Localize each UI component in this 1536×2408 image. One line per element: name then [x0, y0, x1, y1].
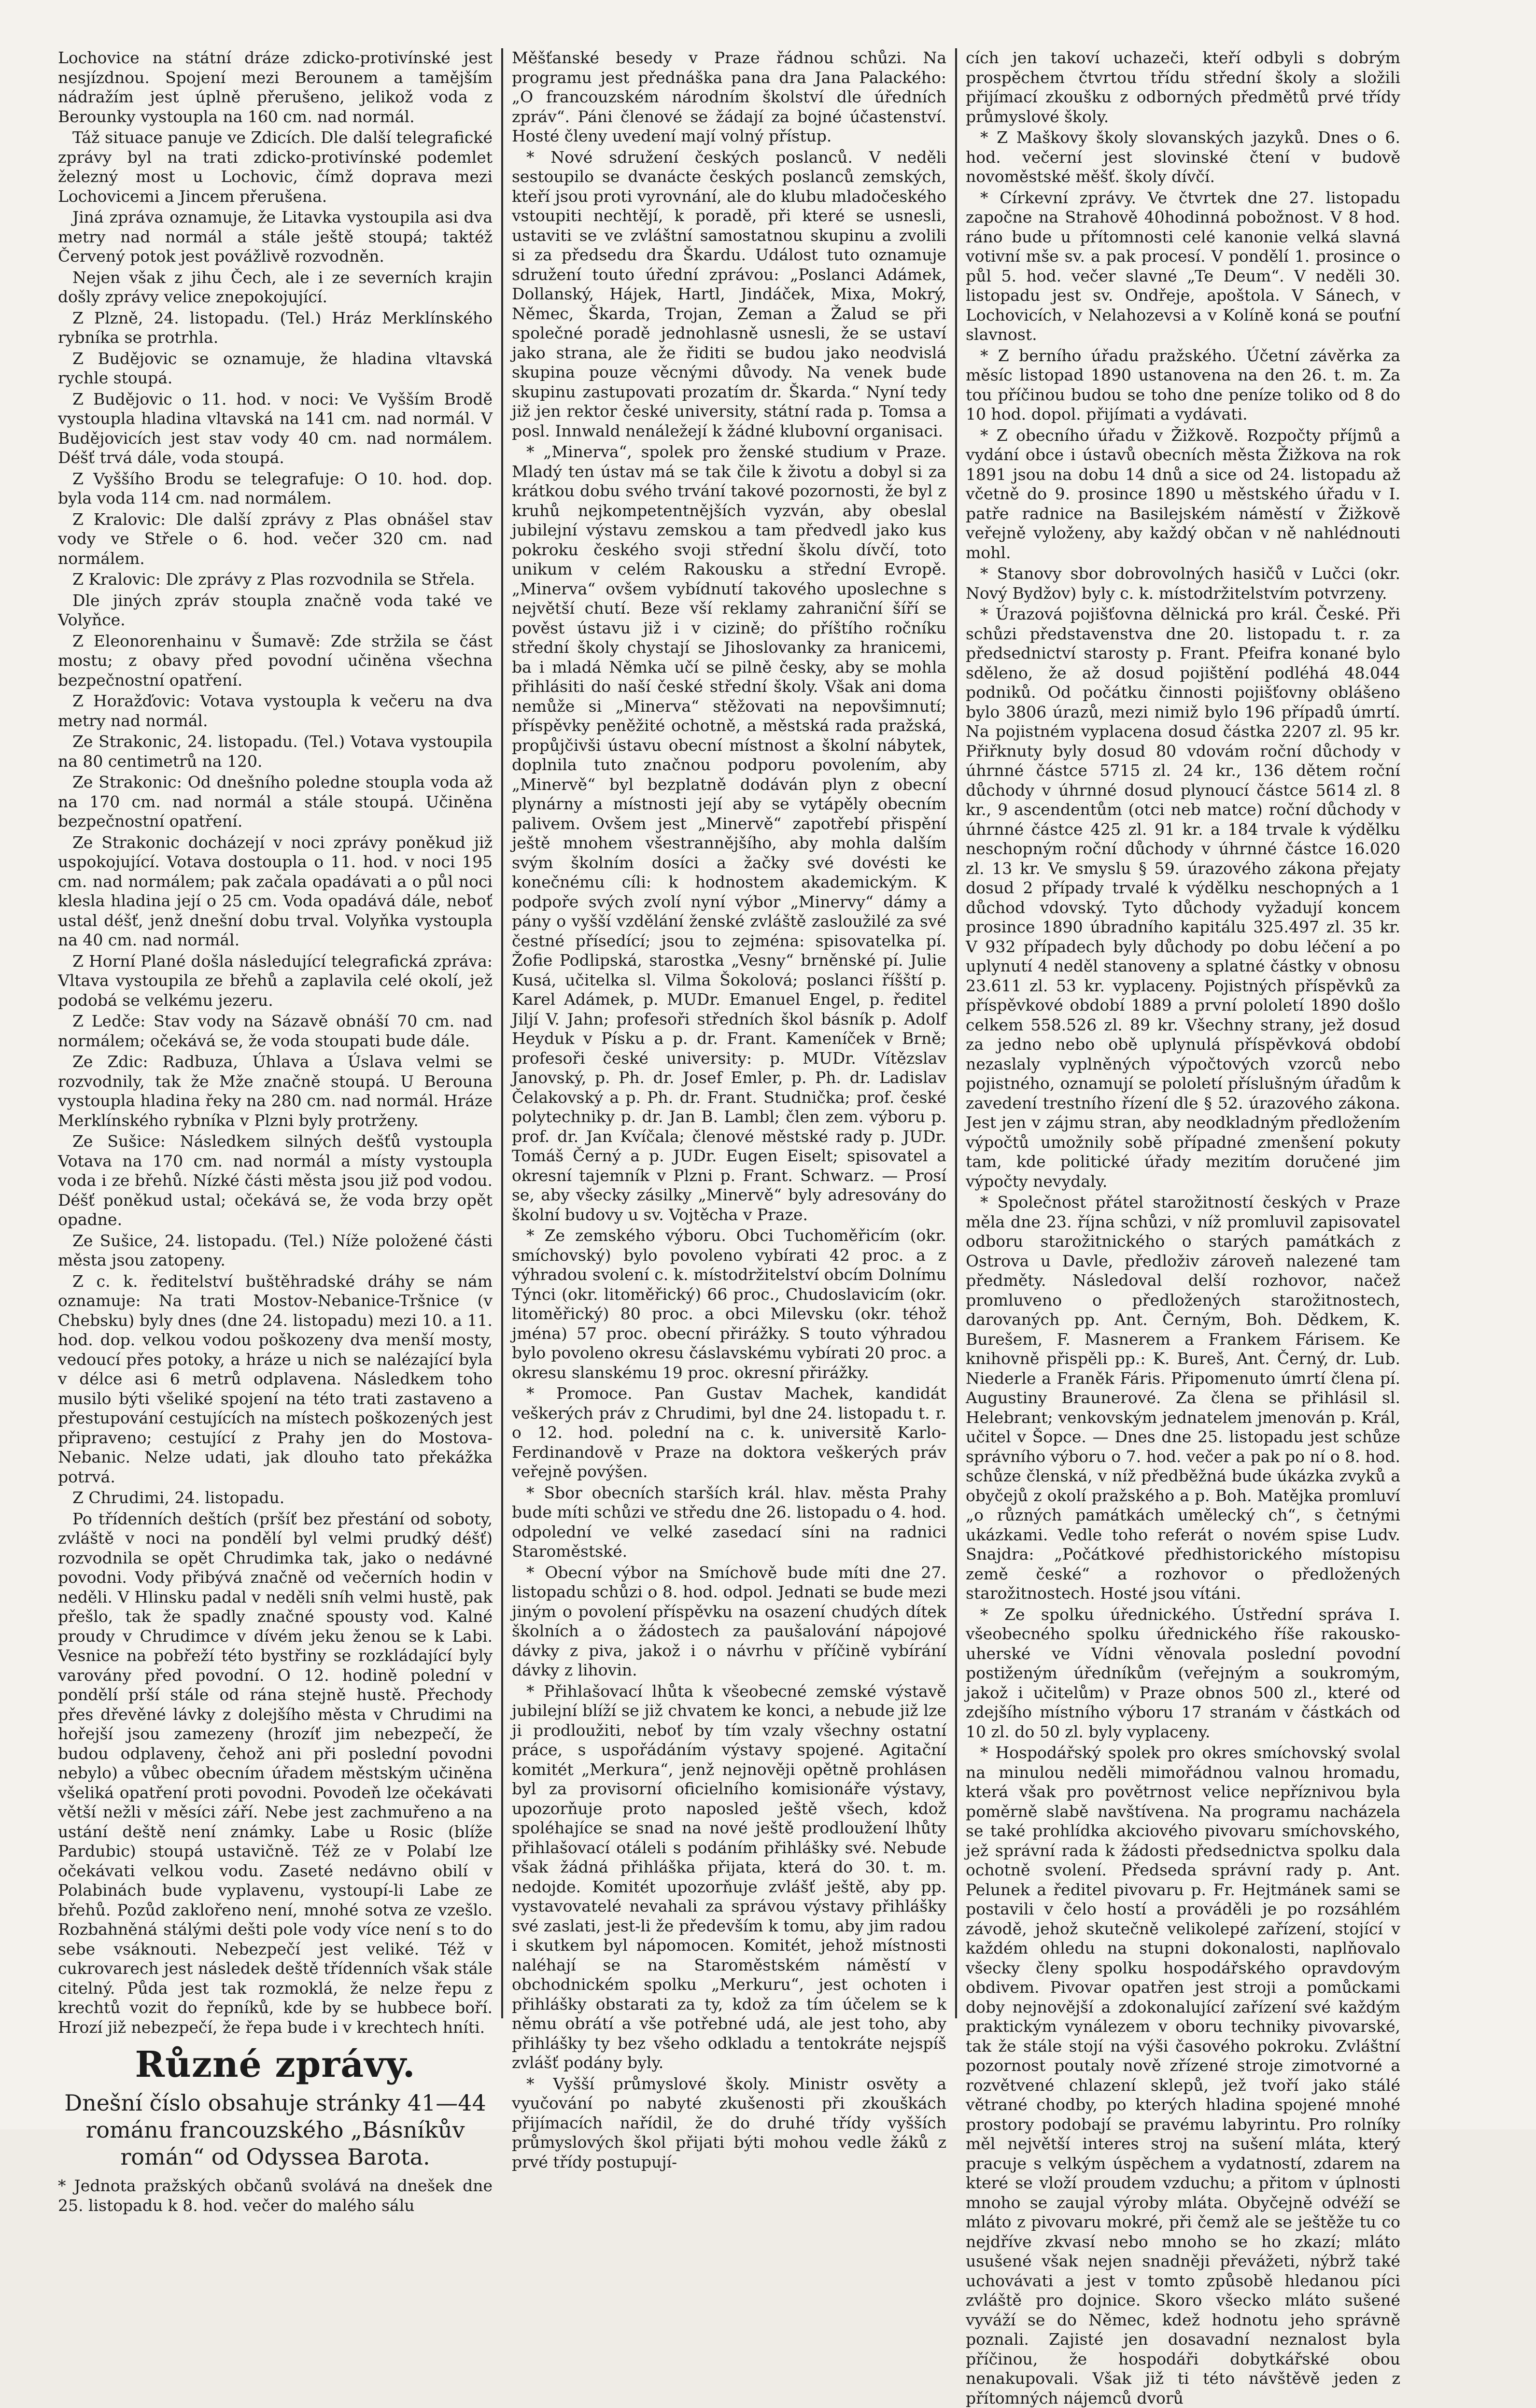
article-paragraph: * Nové sdružení českých poslanců. V neděli sestoupilo se dvanácte českých poslanců zemských, kteří jsou proti vyrovnání, ale do klubu mladočeského vstoupiti nechtějí, k poradě, při které se usnesli, ustaviti se ve zvláštní samostatnou skupinu a zvolili si za předsedu dra Škardu. Událost tuto oznamuje sdružení touto úřední zprávou: „Poslanci Adámek, Dollanský, Hájek, Hartl, Jindáček, Mixa, Mokrý, Němec, Škarda, Trojan, Zeman a Žalud se při společné poradě jednohlasně usnesli, že se ustaví jako strana, ale že řiditi se budou jako neodvislá skupina pouze věcnými důvody. Na venek bude skupinu zastupovati prozatím dr. Škarda.“ Nyní tedy již jen rektor české university, státní rada p. Tomsa a posl. Innwald nenáležejí k žádné klubovní organisaci. — [512, 147, 946, 440]
article-paragraph: Měšťanské besedy v Praze řádnou schůzi. Na programu jest přednáška pana dra Jana Palackého: „O francouzském národním školství dle úředních zpráv“. Páni členové se žádají za bojné účastenství. Hosté členy uvedení mají volný přístup. — [512, 48, 946, 145]
column-middle-body — [512, 48, 946, 2172]
article-paragraph: Po třídenních deštích (pršíť bez přestání od soboty, zvláště v noci na pondělí byl velmi prudký déšť) rozvodnila se opět Chrudimka tak, jako o nedávné povodni. Vody přibývá značně od večerních hodin v neděli. V Hlinsku padal v neděli sníh velmi hustě, pak přešlo, tak že spadly značné spousty vod. Kalné proudy v Chrudimce v dívém jeku ženou se k Labi. Vesnice na pobřeží této bystřiny se rozkládající byly varovány před povodní. O 12. hodině polední v pondělí prší stále od rána stejně hustě. Přechody přes dřevěné lávky z dolejšího města v Chrudimi na hořejší jsou zamezeny (hrozíť jim nebezpečí, že budou odplaveny, čehož ani při poslední povodni nebylo) a vůbec obecním úřadem městským učiněna všeliká opatření proti povodni. Povodeň lze očekávati větší nežli v měsíci září. Nebe jest zachmuřeno a na ustání deště není známky. Labe u Rosic (blíže Pardubic) stoupá ustavičně. Též ze v Polabí lze očekávati velkou vodu. Zaseté nedávno obilí v Polabinách bude vyplavenu, vystoupí-li Labe ze břehů. Pozůd zaklořeno není, mnohé sotva ze vzešlo. Rozbahněná stálými dešti pole vody více není s to do sebe vsáknouti. Nebezpečí jest veliké. Též v cukrovarech jest následek deště třídenních však stále citelný. Půda jest tak rozmoklá, že nelze řepu z krechtů vozit do řepníků, kde by se hubbece boří. Hrozí již nebezpečí, že řepa bude i v krechtech hníti. — [58, 1509, 493, 2037]
article-paragraph: Ze Sušice, 24. listopadu. (Tel.) Níže položené části města jsou zatopeny. — [58, 1231, 493, 1269]
article-paragraph: * Obecní výbor na Smíchově bude míti dne 27. listopadu schůzi o 8. hod. odpol. Jednati se bude mezi jiným o povolení příspěvku na osazení chudých dítek školních a o žádostech za paušalování nápojové dávky z piva, jakož i o návrhu v příčině vybírání dávky z lihovin. — [512, 1563, 946, 1679]
article-paragraph: Ze Sušice: Následkem silných dešťů vystoupla Votava na 170 cm. nad normál a místy vystoupla voda i ze břehů. Nízké části města jsou již pod vodou. Déšť poněkud ustal; očekává se, že voda brzy opět opadne. — [58, 1132, 493, 1229]
article-paragraph: * Úrazová pojišťovna dělnická pro král. České. Při schůzi představenstva dne 20. listopadu t. r. za předsednictví starosty p. Frant. Pfeifra konané bylo sděleno, že až dosud pojištění podléhá 48.044 podniků. Od počátku činnosti pojišťovny oblášeno bylo 3806 úrazů, mezi nimiž bylo 196 případů úmrtí. Na pojistném vyplacena dosud částka 2207 zl. 95 kr. Přiřknuty byly dosud 80 vdovám roční důchody v úhrnné částce 5715 zl. 24 kr., 136 dětem roční důchody v úhrnné dosud plynoucí částce 5614 zl. 8 kr., 9 ascendentům (otci neb matce) roční důchody v úhrnné částce 425 zl. 91 kr. a 184 trvale k výdělku neschopným roční důchody v úhrnné částce 16.020 zl. 13 kr. Ve smyslu § 59. úrazového zákona přejaty dosud 2 případy trvalé k výdělku neschopných a 1 důchod vdovský. Tyto důchody vyžadují koncem prosince 1890 úbradního kapitálu 325.497 zl. 35 kr. V 932 případech byly důchody po dobu léčení a po uplynutí 4 neděl stanoveny a splatné částky v obnosu 23.611 zl. 53 kr. vyplaceny. Pojistných příspěvků za příspěvkové období 1889 a první pololetí 1890 došlo celkem 558.526 zl. 89 kr. Všechny strany, jež dosud za jedno nebo obě uplynulá příspěvková období nezaslaly vyplněných výpočtových vzorců nebo pojistného, oznamují se pololetí příslušným úřadům k zavedení trestního řízení dle § 52. úrazového zákona. Jest jen v zájmu stran, aby neodkladným předložením výpočtů umožnily sobě případné zmenšení pokuty tam, kde politické úřady mezitím doručené jim výpočty nevydaly. — [966, 605, 1400, 1191]
column-divider — [501, 48, 503, 2018]
column-right — [966, 48, 1400, 2408]
article-paragraph: * „Minerva“, spolek pro ženské studium v Praze. Mladý ten ústav má se tak čile k životu a dobyl si za krátkou dobu svého trvání takové pozornosti, že byl z kruhů nejkompetentnějších vyzván, aby obeslal jubilejní výstavu zemskou a tam předvedl jako kus pokroku českého svoji střední školu dívčí, toto unikum v celém Rakousku a střední Evropě. „Minerva“ ovšem vybídnutí takového uposlechne s největší chutí. Beze vší reklamy zahraniční šíří se pověst ústavu již i v cizině; do příštího ročníku střední školy chystají se Jihoslovanky za hranicemi, ba i mladá Němka učí se pilně česky, aby se mohla přihlásiti do naší české střední školy. Však ani doma nemůže si „Minerva“ stěžovati na nepovšimnutí; příspěvky peněžité ochotně, a městská rada pražská, propůjčivši ústavu obecní místnost a školní nábytek, doplnila tuto značnou podporu povolením, aby „Minervě“ byl bezplatně dodáván plyn z obecní plynárny a místnosti její aby se vytápěly obecním palivem. Ovšem jest „Minervě“ zapotřebí přispění ještě mnohem všestrannějšího, aby mohla dalším svým školním dosíci a žačky své dovésti ke konečnému cíli: k hodnostem akademickým. K podpoře svých zvolí nyní výbor „Minervy“ dámy a pány o vyšší vzdělání ženské zvláště zasloužilé za své čestné přísedící; jsou to zejména: spisovatelka pí. Žofie Podlipská, starostka „Vesny“ brněnské pí. Julie Kusá, učitelka sl. Vilma Šokolová; poslanci říšští p. Karel Adámek, p. MUDr. Emanuel Engel, p. ředitel Jiljí V. Jahn; profesoři středních škol básník p. Adolf Heyduk v Písku a p. dr. Frant. Kameníček v Brně; profesoři české university: p. MUDr. Vítězslav Janovský, p. Ph. dr. Josef Emler, p. Ph. dr. Ladislav Čelakovský a p. Ph. dr. Frant. Studnička; prof. české polytechniky p. dr. Jan B. Lambl; člen zem. výboru p. prof. dr. Jan Kvíčala; členové městské rady p. JUDr. Tomáš Černý a p. JUDr. Eugen Eiselt; spisovatel a okresní tajemník v Plzni p. Frant. Schwarz. — Prosí se, aby všecky zásilky „Minervě“ byly adresovány do školní budovy u sv. Vojtěcha v Praze. — [512, 442, 946, 1224]
article-paragraph: Ze Strakonic: Od dnešního poledne stoupla voda až na 170 cm. nad normál a stále stoupá. Učiněna bezpečnostní opatření. — [58, 773, 493, 831]
article-paragraph: * Stanovy sbor dobrovolných hasičů v Lučci (okr. Nový Bydžov) byly c. k. místodržitelstvím potvrzeny. — [966, 564, 1400, 603]
article-paragraph: * Společnost přátel starožitností českých v Praze měla dne 23. října schůzi, v níž promluvil zapisovatel odboru starožitnického o starých památkách z Ostrova u Davle, předloživ zároveň nalezené tam předměty. Následoval delší rozhovor, načež promluveno o předložených starožitnostech, darovaných pp. Ant. Černým, Boh. Dědkem, K. Burešem, F. Masnerem a Frankem Fárisem. Ke knihovně přispěli pp.: K. Bureš, Ant. Černý, dr. Lub. Niederle a Franěk Fáris. Připomenuto úmrtí člena pí. Augustiny Braunerové. Za člena se přihlásil sl. Helebrant; venkovským jednatelem jmenován p. Král, učitel v Šopce. — Dnes dne 25. listopadu jest schůze správního výboru o 7. hod. večer a pak po ní o 8. hod. schůze členská, v níž předběžná bude úkázka zvyků a obyčejů z okolí pražského a p. Boh. Matějka promluví „o různých památkách umělecký ch“, s četnými ukázkami. Vedle toho referát o novém spise Ludv. Snajdra: „Počátkové předhistorického místopisu země české“ a rozhovor o předložených starožitnostech. Hosté jsou vítáni. — [966, 1193, 1400, 1603]
article-paragraph: Z Horní Plané došla následující telegrafická zpráva: Vltava vystoupila ze břehů a zaplavila celé okolí, jež podobá se velkému jezeru. — [58, 951, 493, 1010]
article-paragraph: Z Budějovic o 11. hod. v noci: Ve Vyšším Brodě vystoupla hladina vltavská na 141 cm. nad normál. V Budějovicích jest stav vody 40 cm. nad normálem. Déšť trvá dále, voda stoupá. — [58, 389, 493, 467]
column-left-after — [58, 2176, 493, 2215]
article-paragraph: * Ze zemského výboru. Obci Tuchoměřicím (okr. smíchovský) bylo povoleno vybírati 42 proc. a z výhradou svolení c. k. místodržitelství obcím Dolnímu Týnci (okr. litoměřický) 66 proc., Chudoslavicím (okr. litoměřický) 80 proc. a obci Milevsku (okr. téhož jména) 57 proc. obecní přirážky. S touto výhradou bylo povoleno okresu čáslavskému vybírati 20 proc. a okresu slanskému 19 proc. okresní přirážky. — [512, 1226, 946, 1382]
column-divider — [955, 48, 957, 2018]
column-left — [58, 48, 493, 2215]
article-paragraph: * Jednota pražských občanů svolává na dnešek dne 25. listopadu k 8. hod. večer do malého sálu — [58, 2176, 493, 2215]
article-paragraph: * Přihlašovací lhůta k všeobecné zemské výstavě jubilejní blíží se již chvatem ke konci, a nebude již lze ji prodloužiti, neboť by tím vzaly všechny ostatní práce, s uspořádáním výstavy spojené. Agitační komitét „Merkura“, jenž nejnověji opětně prohlásen byl za provisorní oficielního komisionáře výstavy, upozorňuje proto naposled ještě všech, kdož spoléhajíce se snad na nové ještě prodloužení lhůty přihlašovací otáleli s podáním přihlášky své. Nebude však žádná přihláška přijata, která do 30. t. m. nedojde. Komitét upozorňuje zvlášť ještě, aby pp. vystavovatelé nevahali za správou výstavy přihlášky své zaslati, jest-li že především k tomu, aby jim radou i skutkem byl nápomocen. Komitét, jehož místnosti naléhají se na Staroměstském náměstí v obchodnickém spolku „Merkuru“, jest ochoten i přihlášky obstarati za ty, kdož za tím účelem se k němu obrátí a vše potřebné udá, ale jest toho, aby přihlášky ty bez všeho odkladu a tentokráte nejspíš zvlášť podány byly. — [512, 1681, 946, 2072]
article-paragraph: * Hospodářský spolek pro okres smíchovský svolal na minulou neděli mimořádnou valnou hromadu, která však pro povětrnost velice nepříznivou byla poměrně slabě navštívena. Na programu nacházela se také prohlídka akciového pivovaru smíchovského, jež správní rada k žádosti předsednictva spolku dala ochotně svolení. Předseda správní rady p. Ant. Pelunek a ředitel pivovaru p. Fr. Hejtmánek sami se postavili v čelo hostí a prováděli je po rozsáhlém závodě, jehož skutečně velikolepé zařízení, stojící v každém ohledu na stupni dokonalosti, naplňovalo všecky členy spolku hospodářského opravdovým obdivem. Pivovar opatřen jest stroji a pomůckami doby nejnovější a zdokonalující zařízení své každým praktickým vynálezem v oboru techniky pivovarské, tak že stále stojí na výši časového pokroku. Zvláštní pozornost poutaly nově zřízené stroje zimotvorné a rozvětvené chlazení sklepů, jež tvoří jako stálé větrané chodby, po kterých hladina spojené mnohé prostory podobají se pravému labyrintu. Pro rolníky měl největší interes stroj na sušení mláta, který pracuje s velkým úspěchem a vydatností, zdarem na které se vloží proudem vzduchu; a přitom v úplnosti mnoho se zaujal výroby mláta. Obyčejně odvéží se mláto z pivovaru mokré, při čemž ale se ještěže tu co nejdříve zkvasí nebo mnoho se ho zkazí; mláto usušené však nejen snadněji převážeti, nýbrž také uchovávati a jest v tomto způsobě hledanou píci zvláště pro dojnice. Skoro všecko mláto sušené vyváží se do Němec, kdež hodnotu jeho správně poznali. Zajisté jen dosavadní neznalost byla příčinou, že hospodáři dobytkářské obou nenakupovali. Však již ti této návštěvě jeden z přítomných nájemců dvorů — [966, 1743, 1400, 2408]
article-paragraph: Dle jiných zpráv stoupla značně voda také ve Volyňce. — [58, 591, 493, 629]
article-paragraph: * Vyšší průmyslové školy. Ministr osvěty a vyučování po nabyté zkušenosti při zkouškách přijímacích nařídil, že do druhé třídy vyšších průmyslových škol přijati býti mohou vedle žáků z prvé třídy postupují- — [512, 2074, 946, 2171]
article-paragraph: Ze Strakonic, 24. listopadu. (Tel.) Votava vystoupila na 80 centimetrů na 120. — [58, 732, 493, 771]
column-right-body — [966, 48, 1400, 2408]
article-paragraph: Z Plzně, 24. listopadu. (Tel.) Hráz Merklínského rybníka se protrhla. — [58, 308, 493, 347]
article-paragraph: Z c. k. ředitelství buštěhradské dráhy se nám oznamuje: Na trati Mostov-Nebanice-Tršnice (v Chebsku) byly dnes (dne 24. listopadu) mezi 10. a 11. hod. dop. velkou vodou poškozeny dva menší mosty, vedoucí přes potoky, a hráze u nich se nalézající byla v délce asi 6 metrů odplavena. Následkem toho musilo býti všeliké spojení na této trati zastaveno a přestupování cestujících na místech poškozených jest připraveno; cestující z Prahy jen do Mostova-Nebanic. Nelze udati, jak dlouho tato překážka potrvá. — [58, 1271, 493, 1486]
article-paragraph: Lochovice na státní dráze zdicko-protivínské jest nesjízdnou. Spojení mezi Berounem a tamějším nádražím jest úplně přerušeno, jelikož voda z Berounky vystoupla na 160 cm. nad normál. — [58, 48, 493, 126]
section-lead: Dnešní číslo obsahuje stránky 41—44 románu francouzského „Básníkův román“ od Odyssea Barota. — [64, 2090, 486, 2170]
article-paragraph: Z Eleonorenhainu v Šumavě: Zde stržila se část mostu; z obavy před povodní učiněna všechna bezpečnostní opatření. — [58, 631, 493, 690]
article-paragraph: cích jen takoví uchazeči, kteří odbyli s dobrým prospěchem čtvrtou třídu střední školy a složili přijímací zkoušku z odborných předmětů prvé třídy průmyslové školy. — [966, 48, 1400, 126]
article-paragraph: Z Kralovic: Dle další zprávy z Plas obnášel stav vody ve Střele o 6. hod. večer 320 cm. nad normálem. — [58, 509, 493, 568]
article-paragraph: Z Horažďovic: Votava vystoupla k večeru na dva metry nad normál. — [58, 691, 493, 730]
article-paragraph: * Promoce. Pan Gustav Machek, kandidát veškerých práv z Chrudimi, byl dne 24. listopadu t. r. o 12. hod. polední na c. k. universitě Karlo-Ferdinandově v Praze na doktora veškerých práv veřejně povýšen. — [512, 1384, 946, 1481]
column-left-body — [58, 48, 493, 2037]
article-paragraph: Z Vyššího Brodu se telegrafuje: O 10. hod. dop. byla voda 114 cm. nad normálem. — [58, 469, 493, 507]
article-paragraph: * Církevní zprávy. Ve čtvrtek dne 27. listopadu započne na Strahově 40hodinná pobožnost. V 8 hod. ráno bude u přítomnosti celé kanonie velká slavná votivní mše sv. a pak procesí. V pondělí 1. prosince o půl 5. hod. večer slavné „Te Deum“. V neděli 30. listopadu jest sv. Ondřeje, apoštola. V Sánech, v Lochovicích, v Nelahozevsi a v Kolíně koná se pouťní slavnost. — [966, 188, 1400, 344]
article-paragraph: Z Budějovic se oznamuje, že hladina vltavská rychle stoupá. — [58, 349, 493, 387]
column-middle — [512, 48, 946, 2171]
article-paragraph: Ze Zdic: Radbuza, Úhlava a Úslava velmi se rozvodnily, tak že Mže značně stoupá. U Berouna vystoupla hladina řeky na 280 cm. nad normál. Hráze Merklínského rybníka v Plzni byly protrženy. — [58, 1052, 493, 1130]
article-paragraph: Z Kralovic: Dle zprávy z Plas rozvodnila se Střela. — [72, 570, 475, 589]
article-paragraph: * Z Maškovy školy slovanských jazyků. Dnes o 6. hod. večerní jest slovinské čtení v budově novoměstské měšť. školy dívčí. — [966, 128, 1400, 186]
article-paragraph: * Sbor obecních starších král. hlav. města Prahy bude míti schůzi ve středu dne 26. listopadu o 4. hod. odpolední ve velké zasedací síni na radnici Staroměstské. — [512, 1483, 946, 1561]
article-paragraph: Nejen však z jihu Čech, ale i ze severních krajin došly zprávy velice znepokojující. — [58, 268, 493, 306]
article-paragraph: * Ze spolku úřednického. Ústřední správa I. všeobecného spolku úřednického říše rakousko-uherské ve Vídni věnovala poslední povodní postiženým úředníkům (veřejným a soukromým, jakož i učitelům) v Praze obnos 500 zl., které od zdejšího místního výboru 17 stranám v částkách od 10 zl. do 50 zl. byly vyplaceny. — [966, 1605, 1400, 1741]
article-paragraph: Jiná zpráva oznamuje, že Litavka vystoupila asi dva metry nad normál a stále ještě stoupá; taktéž Červený potok jest povážlivě rozvodněn. — [58, 208, 493, 266]
article-paragraph: Ze Strakonic docházejí v noci zprávy poněkud již uspokojující. Votava dostoupla o 11. hod. v noci 195 cm. nad normálem; pak začala opadávati a o půl noci klesla hladina její o 25 cm. Voda opadává dále, neboť ustal déšť, jenž dnešní dobu trval. Volyňka vystoupla na 40 cm. nad normál. — [58, 832, 493, 949]
article-paragraph: * Z berního úřadu pražského. Účetní závěrka za měsíc listopad 1890 ustanovena na den 26. t. m. Za tou příčinou budou se toho dne peníze toliko od 8 do 10 hod. dopol. přijímati a vydávati. — [966, 346, 1400, 423]
article-paragraph: * Z obecního úřadu v Žižkově. Rozpočty příjmů a vydání obce i ústavů obecních města Žižkova na rok 1891 jsou na dobu 14 dnů a sice od 24. listopadu až včetně do 9. prosince 1890 u městského úřadu v I. patře radnice na Basilejském náměstí v Žižkově veřejně vyloženy, aby každý občan v ně nahlédnouti mohl. — [966, 425, 1400, 562]
article-paragraph: Z Chrudimi, 24. listopadu. — [72, 1488, 285, 1507]
article-paragraph: Táž situace panuje ve Zdicích. Dle další telegrafické zprávy byl na trati zdicko-protivínské podemlet železný most u Lochovic, čímž doprava mezi Lochovicemi a Jincem přerušena. — [58, 128, 493, 206]
section-heading: Různé zprávy. — [135, 2044, 416, 2085]
article-paragraph: Z Ledče: Stav vody na Sázavě obnáší 70 cm. nad normálem; očekává se, že voda stoupati bude dále. — [58, 1012, 493, 1050]
